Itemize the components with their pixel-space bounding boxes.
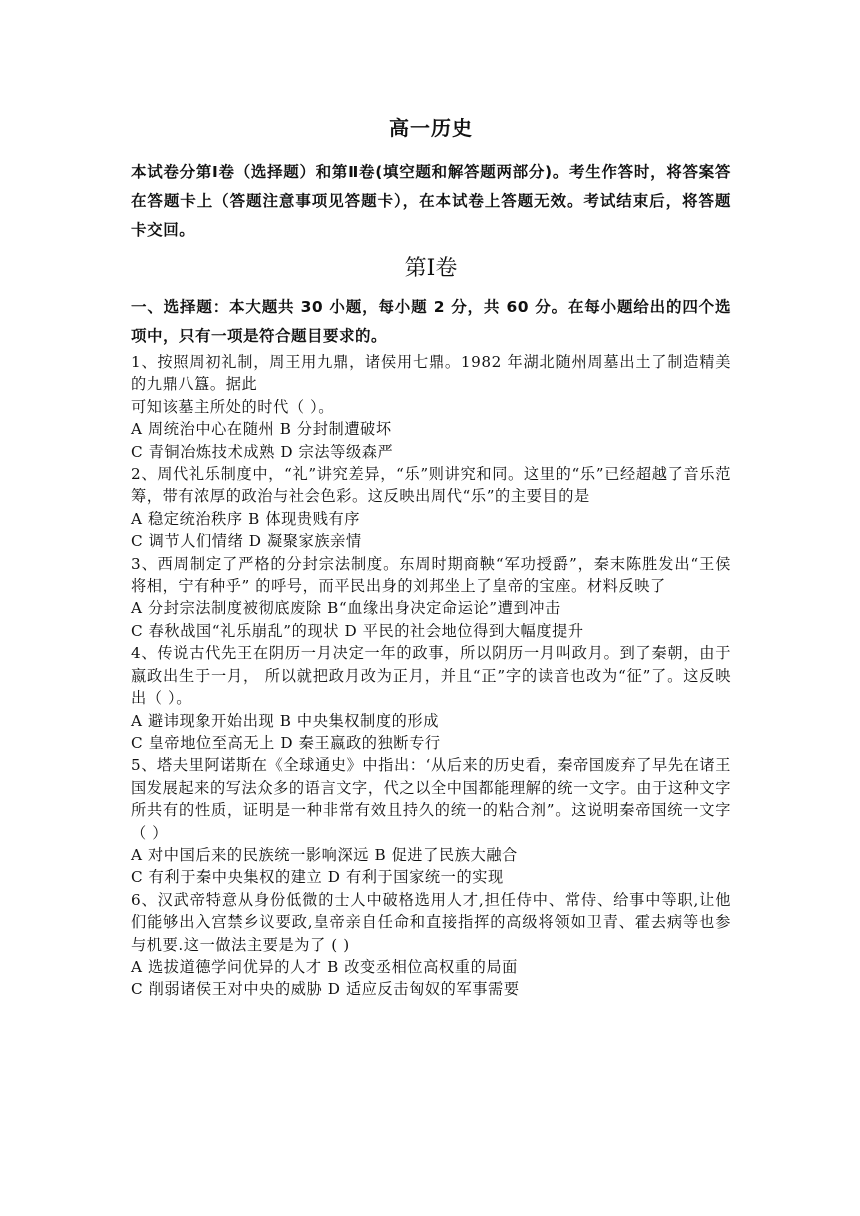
question-options-line: A 分封宗法制度被彻底废除 B“血缘出身决定命运论”遭到冲击 — [131, 599, 561, 618]
question-3 — [131, 553, 731, 643]
question-options-line: C 削弱诸侯王对中央的威胁 D 适应反击匈奴的军事需要 — [131, 980, 520, 999]
question-stem: 4、传说古代先王在阴历一月决定一年的政事，所以阴历一月叫政月。到了秦朝，由于嬴政出生于一月， 所以就把政月改为正月，并且“正”字的读音也改为“征”了。这反映出（ ）。 — [131, 644, 731, 708]
question-options-line: C 调节人们情绪 D 凝聚家族亲情 — [131, 532, 362, 551]
question-options-line: A 对中国后来的民族统一影响深远 B 促进了民族大融合 — [131, 845, 518, 864]
question-list — [131, 351, 731, 1001]
exam-page — [131, 112, 731, 1001]
part-heading: 一、选择题：本大题共 30 小题，每小题 2 分，共 60 分。在每小题给出的四个选项中，只有一项是符合题目要求的。 — [131, 298, 731, 345]
question-stem: 6、汉武帝特意从身份低微的士人中破格选用人才,担任侍中、常侍、给事中等职,让他们能够出入宫禁乡议要政,皇帝亲自任命和直接指挥的高级将领如卫青、霍去病等也参与机要.这一做法主要是为了 ( ) — [131, 890, 731, 954]
question-options-line: C 有利于秦中央集权的建立 D 有利于国家统一的实现 — [131, 868, 504, 887]
question-options-line: A 避讳现象开始出现 B 中央集权制度的形成 — [131, 711, 439, 730]
question-options-line: A 稳定统治秩序 B 体现贵贱有序 — [131, 509, 361, 528]
question-stem: 5、塔夫里阿诺斯在《全球通史》中指出：‘从后来的历史看，秦帝国废弃了早先在诸王国发展起来的写法众多的语言文字，代之以全中国都能理解的统一文字。由于这种文字所共有的性质，证明是一种非常有效且持久的统一的粘合剂”。这说明秦帝国统一文字（ ） — [131, 756, 731, 842]
document-title: 高一历史 — [389, 116, 473, 140]
question-2 — [131, 463, 731, 553]
question-options-line: A 选拔道德学问优异的人才 B 改变丞相位高权重的局面 — [131, 957, 518, 976]
question-stem: 1、按照周初礼制，周王用九鼎，诸侯用七鼎。1982 年湖北随州周墓出土了制造精美的九鼎八簋。据此 — [131, 353, 731, 394]
section-title: 第Ⅰ卷 — [404, 256, 458, 281]
question-options-line: C 青铜冶炼技术成熟 D 宗法等级森严 — [131, 442, 394, 461]
question-1 — [131, 351, 731, 463]
question-options-line: C 春秋战国“礼乐崩乱”的现状 D 平民的社会地位得到大幅度提升 — [131, 621, 584, 640]
question-stem: 2、周代礼乐制度中，“礼”讲究差异，“乐”则讲究和同。这里的“乐”已经超越了音乐范筹，带有浓厚的政治与社会色彩。这反映出周代“乐”的主要目的是 — [131, 465, 731, 506]
question-stem: 可知该墓主所处的时代（ ）。 — [131, 397, 335, 416]
question-options-line: A 周统治中心在随州 B 分封制遭破坏 — [131, 420, 392, 439]
exam-instructions: 本试卷分第Ⅰ卷（选择题）和第Ⅱ卷(填空题和解答题两部分)。考生作答时，将答案答在答题卡上（答题注意事项见答题卡），在本试卷上答题无效。考试结束后，将答题卡交回。 — [131, 163, 731, 239]
question-stem: 3、西周制定了严格的分封宗法制度。东周时期商鞅“军功授爵”，秦末陈胜发出“王侯将相，宁有种乎” 的呼号，而平民出身的刘邦坐上了皇帝的宝座。材料反映了 — [131, 554, 731, 596]
question-options-line: C 皇帝地位至高无上 D 秦王嬴政的独断专行 — [131, 733, 441, 752]
question-4 — [131, 642, 731, 754]
question-6 — [131, 889, 731, 1001]
question-5 — [131, 754, 731, 888]
